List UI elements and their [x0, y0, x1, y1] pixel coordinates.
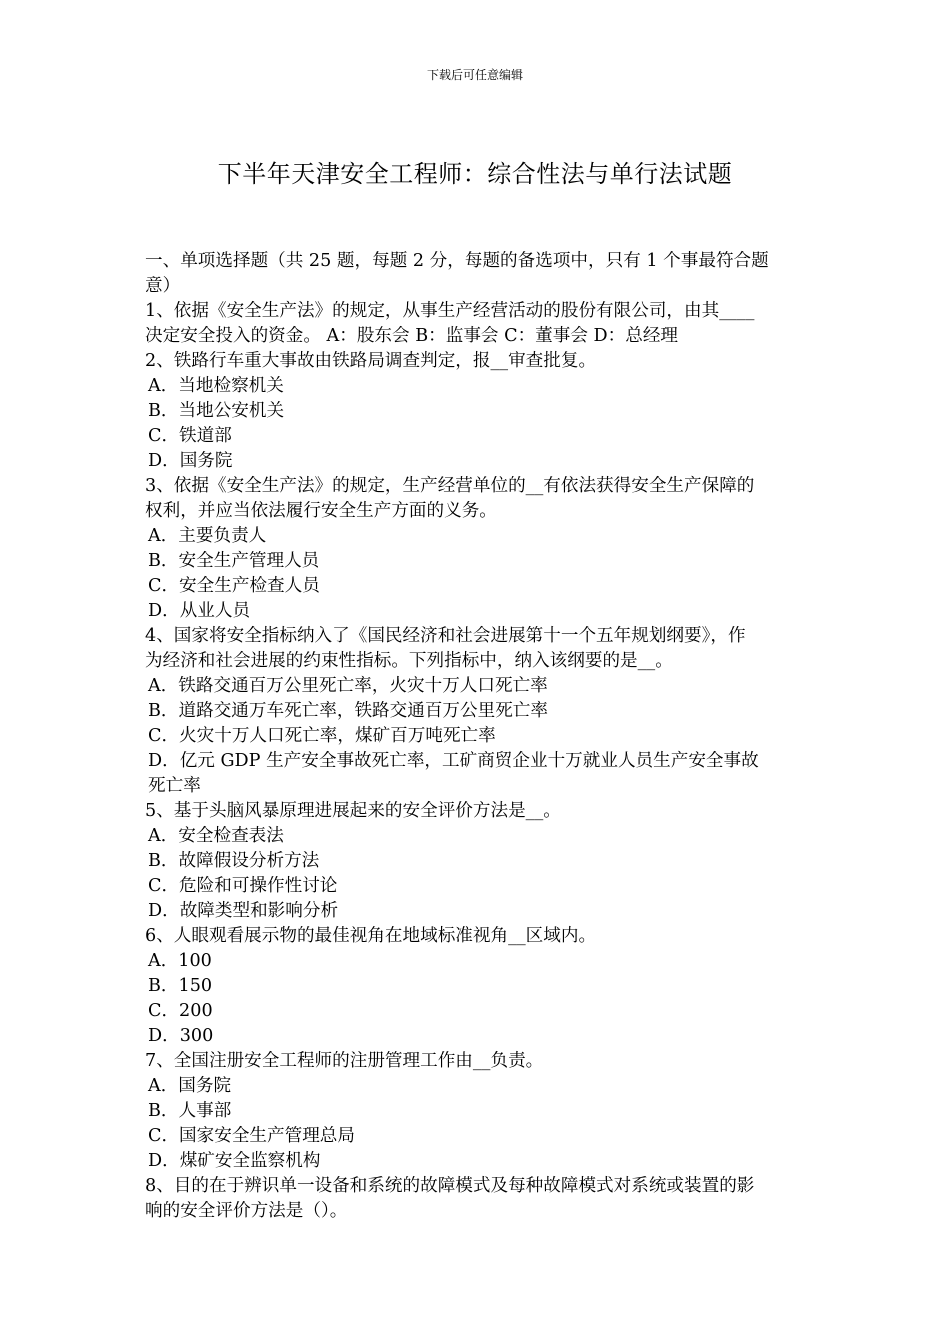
answer-option: A．国务院 — [148, 1076, 232, 1096]
question-text: 5、基于头脑风暴原理进展起来的安全评价方法是__。 — [145, 801, 561, 821]
question-text: 3、依据《安全生产法》的规定，生产经营单位的__有依法获得安全生产保障的 — [145, 476, 755, 496]
answer-option: C．国家安全生产管理总局 — [148, 1126, 355, 1146]
question-block — [145, 624, 810, 799]
question-block — [145, 349, 810, 474]
question-block — [145, 799, 810, 924]
question-block — [145, 299, 810, 349]
question-block — [145, 474, 810, 624]
answer-option: B．安全生产管理人员 — [148, 551, 320, 571]
question-text: 权利，并应当依法履行安全生产方面的义务。 — [145, 501, 497, 521]
question-text: 为经济和社会进展的约束性指标。下列指标中，纳入该纲要的是__。 — [145, 651, 673, 671]
answer-option: C．危险和可操作性讨论 — [148, 876, 338, 896]
page-title: 下半年天津安全工程师：综合性法与单行法试题 — [217, 160, 733, 188]
question-text: 1、依据《安全生产法》的规定，从事生产经营活动的股份有限公司，由其____ — [145, 301, 755, 321]
answer-option: B．当地公安机关 — [148, 401, 285, 421]
answer-option: A．主要负责人 — [148, 526, 267, 546]
question-block — [145, 1174, 810, 1224]
question-text: 7、全国注册安全工程师的注册管理工作由__负责。 — [145, 1051, 544, 1071]
section-heading-line: 意） — [145, 276, 181, 296]
question-text: 响的安全评价方法是（）。 — [145, 1201, 348, 1221]
answer-option: C．火灾十万人口死亡率，煤矿百万吨死亡率 — [148, 726, 496, 746]
question-text: 6、人眼观看展示物的最佳视角在地域标准视角__区域内。 — [145, 926, 597, 946]
document-body — [145, 249, 810, 1224]
question-text: 4、国家将安全指标纳入了《国民经济和社会进展第十一个五年规划纲要》，作 — [145, 626, 746, 646]
question-block — [145, 1049, 810, 1174]
header-note: 下载后可任意编辑 — [426, 68, 523, 82]
answer-option: A．安全检查表法 — [148, 826, 284, 846]
answer-option: B．道路交通万车死亡率，铁路交通百万公里死亡率 — [148, 701, 548, 721]
question-text: 决定安全投入的资金。 A：股东会 B：监事会 C：董事会 D：总经理 — [145, 326, 679, 346]
question-text: 2、铁路行车重大事故由铁路局调查判定，报__审查批复。 — [145, 351, 597, 371]
answer-option: A．铁路交通百万公里死亡率，火灾十万人口死亡率 — [148, 676, 548, 696]
answer-option: B．人事部 — [148, 1101, 232, 1121]
answer-option: B．150 — [148, 976, 213, 996]
answer-option: A．100 — [148, 951, 212, 971]
answer-option: D．从业人员 — [148, 601, 251, 621]
answer-option: C．安全生产检查人员 — [148, 576, 320, 596]
question-text: 8、目的在于辨识单一设备和系统的故障模式及每种故障模式对系统或装置的影 — [145, 1176, 755, 1196]
answer-option: C．200 — [148, 1001, 213, 1021]
answer-option: D．国务院 — [148, 451, 233, 471]
answer-option: D．300 — [148, 1026, 214, 1046]
answer-option: 死亡率 — [148, 776, 201, 796]
answer-option: B．故障假设分析方法 — [148, 851, 320, 871]
question-block — [145, 924, 810, 1049]
answer-option: C．铁道部 — [148, 426, 232, 446]
section-heading-line: 一、单项选择题（共 25 题，每题 2 分，每题的备选项中，只有 1 个事最符合题 — [145, 251, 769, 271]
answer-option: D．故障类型和影响分析 — [148, 901, 339, 921]
answer-option: A．当地检察机关 — [148, 376, 284, 396]
answer-option: D．煤矿安全监察机构 — [148, 1151, 321, 1171]
answer-option: D．亿元 GDP 生产安全事故死亡率，工矿商贸企业十万就业人员生产安全事故 — [148, 751, 759, 771]
